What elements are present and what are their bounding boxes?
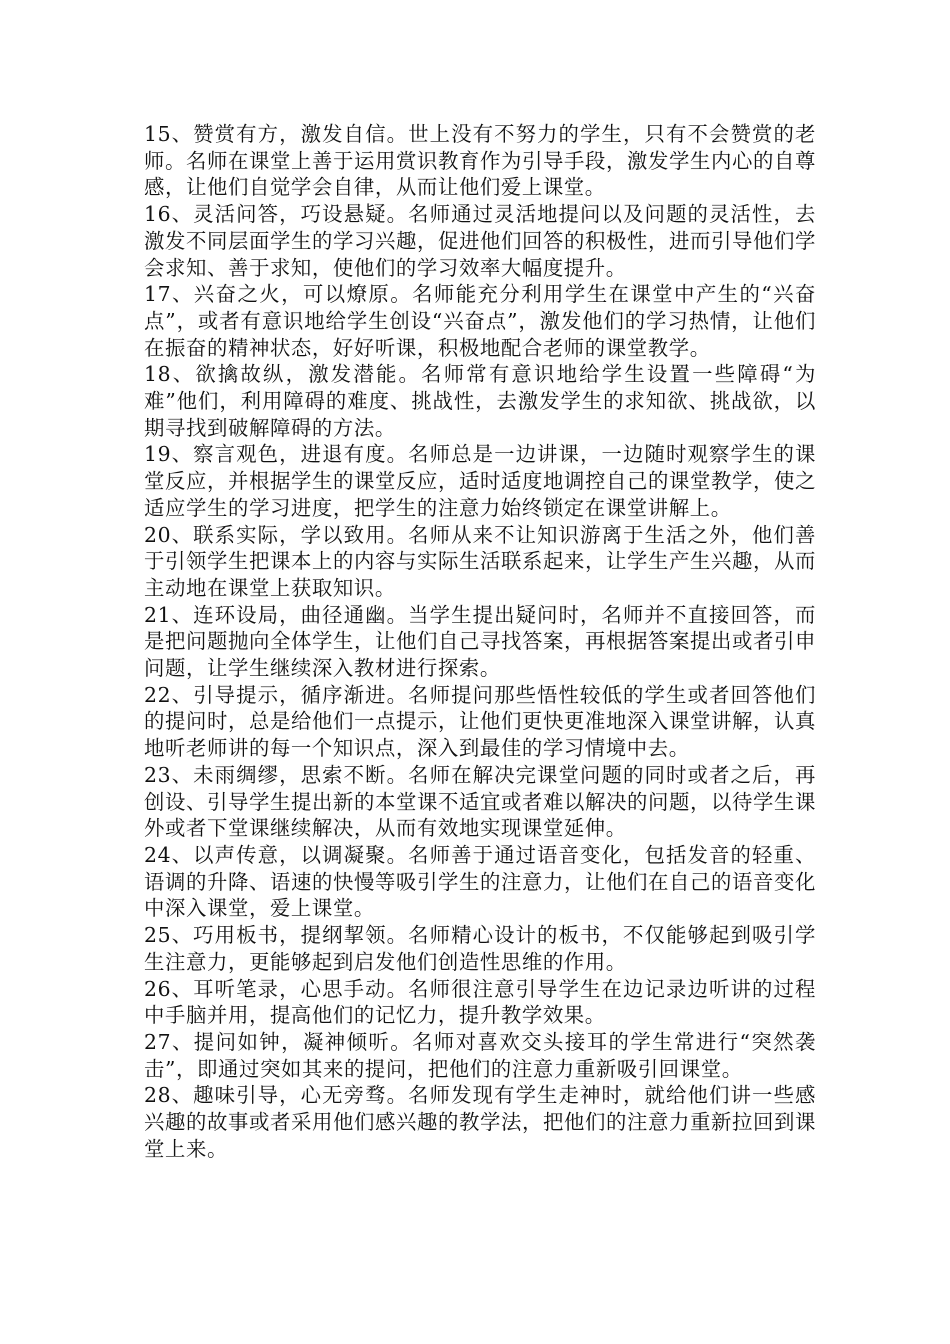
- paragraph-20: 20、联系实际，学以致用。名师从来不让知识游离于生活之外，他们善于引领学生把课本上的内容与实际生活联系起来，让学生产生兴趣，从而主动地在课堂上获取知识。: [144, 522, 816, 600]
- paragraph-22: 22、引导提示，循序渐进。名师提问那些悟性较低的学生或者回答他们的提问时，总是给他们一点提示，让他们更快更准地深入课堂讲解，认真地听老师讲的每一个知识点，深入到最佳的学习情境中去。: [144, 682, 816, 761]
- paragraph-24: 24、以声传意，以调凝聚。名师善于通过语音变化，包括发音的轻重、语调的升降、语速的快慢等吸引学生的注意力，让他们在自己的语音变化中深入课堂，爱上课堂。: [144, 842, 816, 921]
- paragraph-16: 16、灵活问答，巧设悬疑。名师通过灵活地提问以及问题的灵活性，去激发不同层面学生的学习兴趣，促进他们回答的积极性，进而引导他们学会求知、善于求知，使他们的学习效率大幅度提升。: [144, 202, 816, 280]
- paragraph-17: 17、兴奋之火，可以燎原。名师能充分利用学生在课堂中产生的“兴奋点”，或者有意识地给学生创设“兴奋点”，激发他们的学习热情，让他们在振奋的精神状态，好好听课，积极地配合老师的课堂教学。: [144, 282, 816, 360]
- paragraph-26: 26、耳听笔录，心思手动。名师很注意引导学生在边记录边听讲的过程中手脑并用，提高他们的记忆力，提升教学效果。: [144, 976, 816, 1028]
- paragraph-21: 21、连环设局，曲径通幽。当学生提出疑问时，名师并不直接回答，而是把问题抛向全体学生，让他们自己寻找答案，再根据答案提出或者引申问题，让学生继续深入教材进行探索。: [144, 602, 816, 681]
- paragraph-25: 25、巧用板书，提纲挈领。名师精心设计的板书，不仅能够起到吸引学生注意力，更能够起到启发他们创造性思维的作用。: [144, 923, 816, 974]
- paragraph-28: 28、趣味引导，心无旁骛。名师发现有学生走神时，就给他们讲一些感兴趣的故事或者采用他们感兴趣的教学法，把他们的注意力重新拉回到课堂上来。: [144, 1083, 816, 1161]
- paragraph-18: 18、欲擒故纵，激发潜能。名师常有意识地给学生设置一些障碍“为难”他们，利用障碍的难度、挑战性，去激发学生的求知欲、挑战欲，以期寻找到破解障碍的方法。: [144, 362, 816, 440]
- paragraph-27: 27、提问如钟，凝神倾听。名师对喜欢交头接耳的学生常进行“突然袭击”，即通过突如其来的提问，把他们的注意力重新吸引回课堂。: [144, 1029, 816, 1081]
- document-body: [144, 121, 816, 1162]
- paragraph-15: 15、赞赏有方，激发自信。世上没有不努力的学生，只有不会赞赏的老师。名师在课堂上善于运用赏识教育作为引导手段，激发学生内心的自尊感，让他们自觉学会自律，从而让他们爱上课堂。: [144, 122, 816, 200]
- paragraph-19: 19、察言观色，进退有度。名师总是一边讲课，一边随时观察学生的课堂反应，并根据学生的课堂反应，适时适度地调控自己的课堂教学，使之适应学生的学习进度，把学生的注意力始终锁定在课堂讲解上。: [144, 442, 816, 520]
- paragraph-23: 23、未雨绸缪，思索不断。名师在解决完课堂问题的同时或者之后，再创设、引导学生提出新的本堂课不适宜或者难以解决的问题，以待学生课外或者下堂课继续解决，从而有效地实现课堂延伸。: [144, 762, 816, 841]
